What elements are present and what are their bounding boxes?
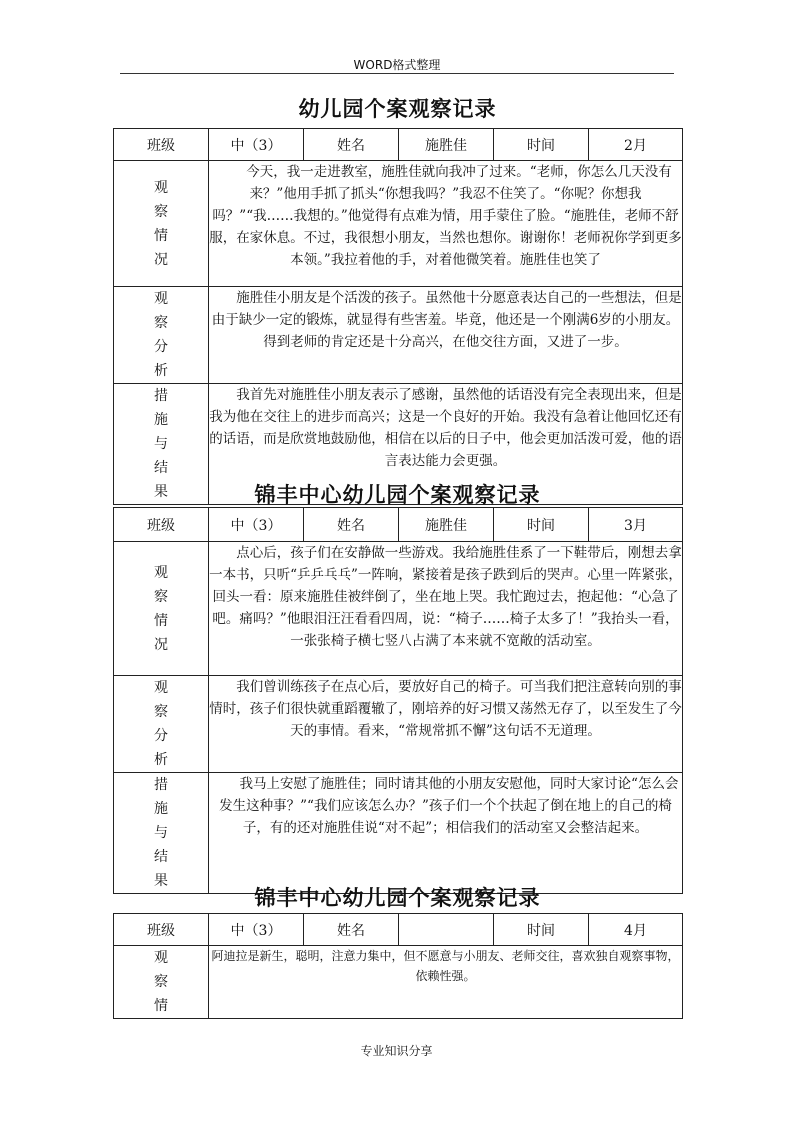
section-row	[114, 946, 683, 1019]
time-value: 2月	[589, 129, 683, 161]
name-value	[399, 914, 494, 946]
section-row	[114, 676, 683, 773]
section-text: 今天，我一走进教室，施胜佳就向我冲了过来。“老师，你怎么几天没有来？”他用手抓了抓头“你想我吗？”我忍不住笑了。“你呢？你想我吗？”“我……我想的。”他觉得有点难为情，用手蒙住了脸。“施胜佳，老师不舒服，在家休息。不过，我很想小朋友，当然也想你。谢谢你！老师祝你学到更多本领。”我拉着他的手，对着他微笑着。施胜佳也笑了	[209, 161, 683, 287]
page-header: WORD格式整理	[353, 58, 441, 72]
class-label: 班级	[114, 129, 209, 161]
page-footer: 专业知识分享	[360, 1044, 433, 1058]
section-label: 措 施 与 结 果	[114, 384, 209, 505]
section-label: 措 施 与 结 果	[114, 773, 209, 894]
record-table	[113, 913, 683, 1019]
section-row	[114, 773, 683, 894]
section-row	[114, 161, 683, 287]
record-header-row	[114, 508, 683, 542]
section-row	[114, 287, 683, 384]
record-title: 锦丰中心幼儿园个案观察记录	[254, 885, 541, 910]
section-label: 观 察 情 况	[114, 161, 209, 287]
section-text: 我们曾训练孩子在点心后，要放好自己的椅子。可当我们把注意转向别的事情时，孩子们很快就重蹈覆辙了，刚培养的好习惯又荡然无存了，以至发生了今天的事情。看来，“常规常抓不懈”这句话不无道理。	[209, 676, 683, 773]
time-label: 时间	[494, 129, 589, 161]
section-text: 我首先对施胜佳小朋友表示了感谢，虽然他的话语没有完全表现出来，但是我为他在交往上的进步而高兴；这是一个良好的开始。我没有急着让他回忆还有的话语，而是欣赏地鼓励他，相信在以后的日子中，他会更加活泼可爱，他的语言表达能力会更强。	[209, 384, 683, 505]
name-label: 姓名	[304, 129, 399, 161]
time-label: 时间	[494, 508, 589, 542]
class-value: 中（3）	[209, 914, 304, 946]
section-text: 点心后，孩子们在安静做一些游戏。我给施胜佳系了一下鞋带后，刚想去拿一本书，只听“乒乒乓乓”一阵响，紧接着是孩子跌到后的哭声。心里一阵紧张，回头一看：原来施胜佳被绊倒了，坐在地上哭。我忙跑过去，抱起他：“心急了吧。痛吗？”他眼泪汪汪看看四周，说：“椅子……椅子太多了！”我抬头一看，一张张椅子横七竖八占满了本来就不宽敞的活动室。	[209, 542, 683, 676]
record-header-row	[114, 914, 683, 946]
section-row	[114, 542, 683, 676]
time-label: 时间	[494, 914, 589, 946]
name-value: 施胜佳	[399, 129, 494, 161]
time-value: 4月	[589, 914, 683, 946]
record-table	[113, 128, 683, 505]
class-label: 班级	[114, 508, 209, 542]
record-table	[113, 507, 683, 894]
name-label: 姓名	[304, 508, 399, 542]
section-label: 观 察 情	[114, 946, 209, 1019]
record-header-row	[114, 129, 683, 161]
time-value: 3月	[589, 508, 683, 542]
record-title: 锦丰中心幼儿园个案观察记录	[254, 482, 541, 507]
section-label: 观 察 分 析	[114, 676, 209, 773]
section-label: 观 察 情 况	[114, 542, 209, 676]
record-title: 幼儿园个案观察记录	[298, 96, 497, 121]
name-value: 施胜佳	[399, 508, 494, 542]
header-rule	[120, 73, 674, 74]
class-value: 中（3）	[209, 508, 304, 542]
section-label: 观 察 分 析	[114, 287, 209, 384]
section-text: 我马上安慰了施胜佳；同时请其他的小朋友安慰他，同时大家讨论“怎么会发生这种事？”“我们应该怎么办？”孩子们一个个扶起了倒在地上的自己的椅子，有的还对施胜佳说“对不起”；相信我们的活动室又会整洁起来。	[209, 773, 683, 894]
class-label: 班级	[114, 914, 209, 946]
section-text: 阿迪拉是新生，聪明，注意力集中，但不愿意与小朋友、老师交往，喜欢独自观察事物，依赖性强。	[209, 946, 683, 1019]
name-label: 姓名	[304, 914, 399, 946]
class-value: 中（3）	[209, 129, 304, 161]
section-text: 施胜佳小朋友是个活泼的孩子。虽然他十分愿意表达自己的一些想法，但是由于缺少一定的锻炼，就显得有些害羞。毕竟，他还是一个刚满6岁的小朋友。得到老师的肯定还是十分高兴，在他交往方面，又进了一步。	[209, 287, 683, 384]
